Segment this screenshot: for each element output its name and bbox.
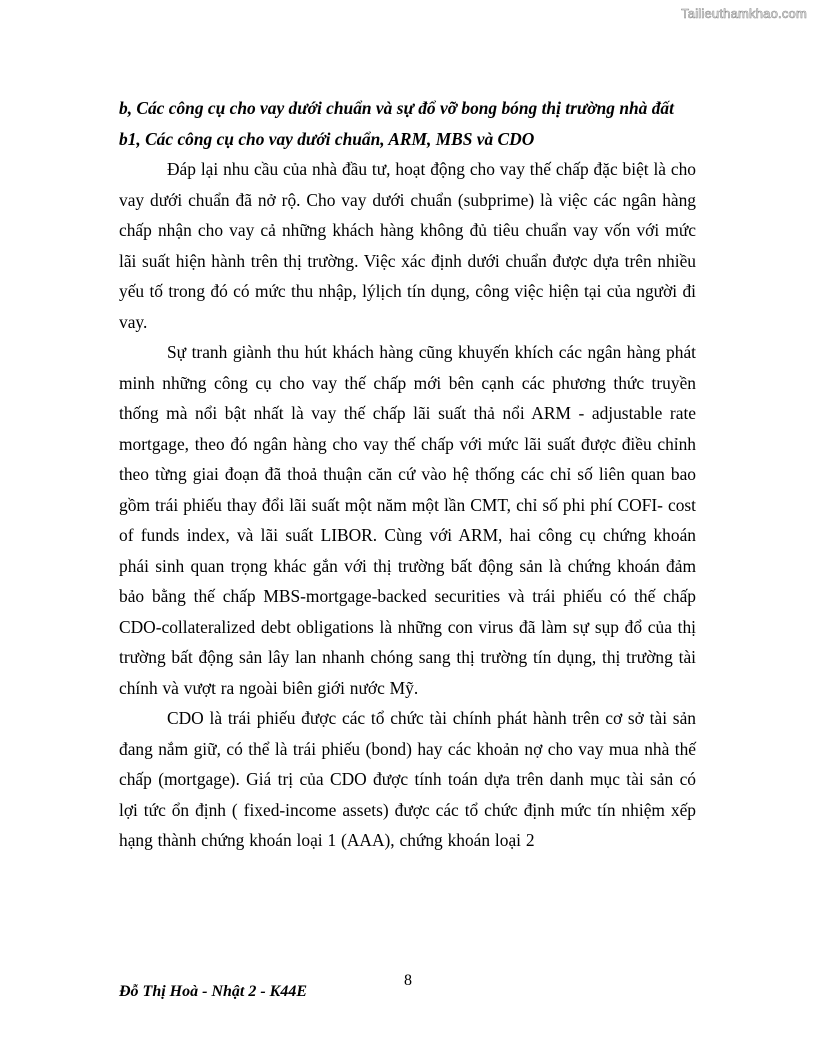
paragraph-3: CDO là trái phiếu được các tổ chức tài chính phát hành trên cơ sở tài sản đang nắm giữ, có thể là trái phiếu (bond) hay các khoản nợ cho vay mua nhà thế chấp (mortgage). Giá trị của CDO được tính toán dựa trên danh mục tài sản có lợi tức ổn định ( fixed-income assets) được các tổ chức định mức tín nhiệm xếp hạng thành chứng khoán loại 1 (AAA), chứng khoán loại 2: [119, 708, 696, 850]
section-heading-b: b, Các công cụ cho vay dưới chuẩn và sự đổ vỡ bong bóng thị trường nhà đất: [119, 98, 674, 118]
footer-author: Đỗ Thị Hoà - Nhật 2 - K44E: [119, 983, 308, 1000]
paragraph-2: Sự tranh giành thu hút khách hàng cũng khuyến khích các ngân hàng phát minh những công cụ cho vay thế chấp mới bên cạnh các phương thức truyền thống mà nổi bật nhất là vay thế chấp lãi suất thả nổi ARM - adjustable rate mortgage, theo đó ngân hàng cho vay thế chấp với mức lãi suất được điều chỉnh theo từng giai đoạn đã thoả thuận căn cứ vào hệ thống các chỉ số liên quan bao gồm trái phiếu thay đổi lãi suất một năm một lần CMT, chỉ số phi phí COFI- cost of funds index, và lãi suất LIBOR. Cùng với ARM, hai công cụ chứng khoán phái sinh quan trọng khác gắn với thị trường bất động sản là chứng khoán đảm bảo bằng thế chấp MBS-mortgage-backed securities và trái phiếu có thế chấp CDO-collateralized debt obligations là những con virus đã làm sự sụp đổ của thị trường bất động sản lây lan nhanh chóng sang thị trường tín dụng, thị trường tài chính và vượt ra ngoài biên giới nước Mỹ.: [119, 342, 696, 698]
document-body: [119, 93, 696, 856]
section-heading-b1: b1, Các công cụ cho vay dưới chuẩn, ARM, MBS và CDO: [119, 128, 535, 149]
paragraph-1: Đáp lại nhu cầu của nhà đầu tư, hoạt động cho vay thế chấp đặc biệt là cho vay dưới chuẩn đã nở rộ. Cho vay dưới chuẩn (subprime) là việc các ngân hàng chấp nhận cho vay cả những khách hàng không đủ tiêu chuẩn vay vốn với mức lãi suất hiện hành trên thị trường. Việc xác định dưới chuẩn được dựa trên nhiều yếu tố trong đó có mức thu nhập, lýlịch tín dụng, công việc hiện tại của người đi vay.: [119, 159, 696, 332]
page-number: 8: [404, 972, 412, 989]
watermark: Tailieuthamkhao.com: [681, 6, 807, 21]
